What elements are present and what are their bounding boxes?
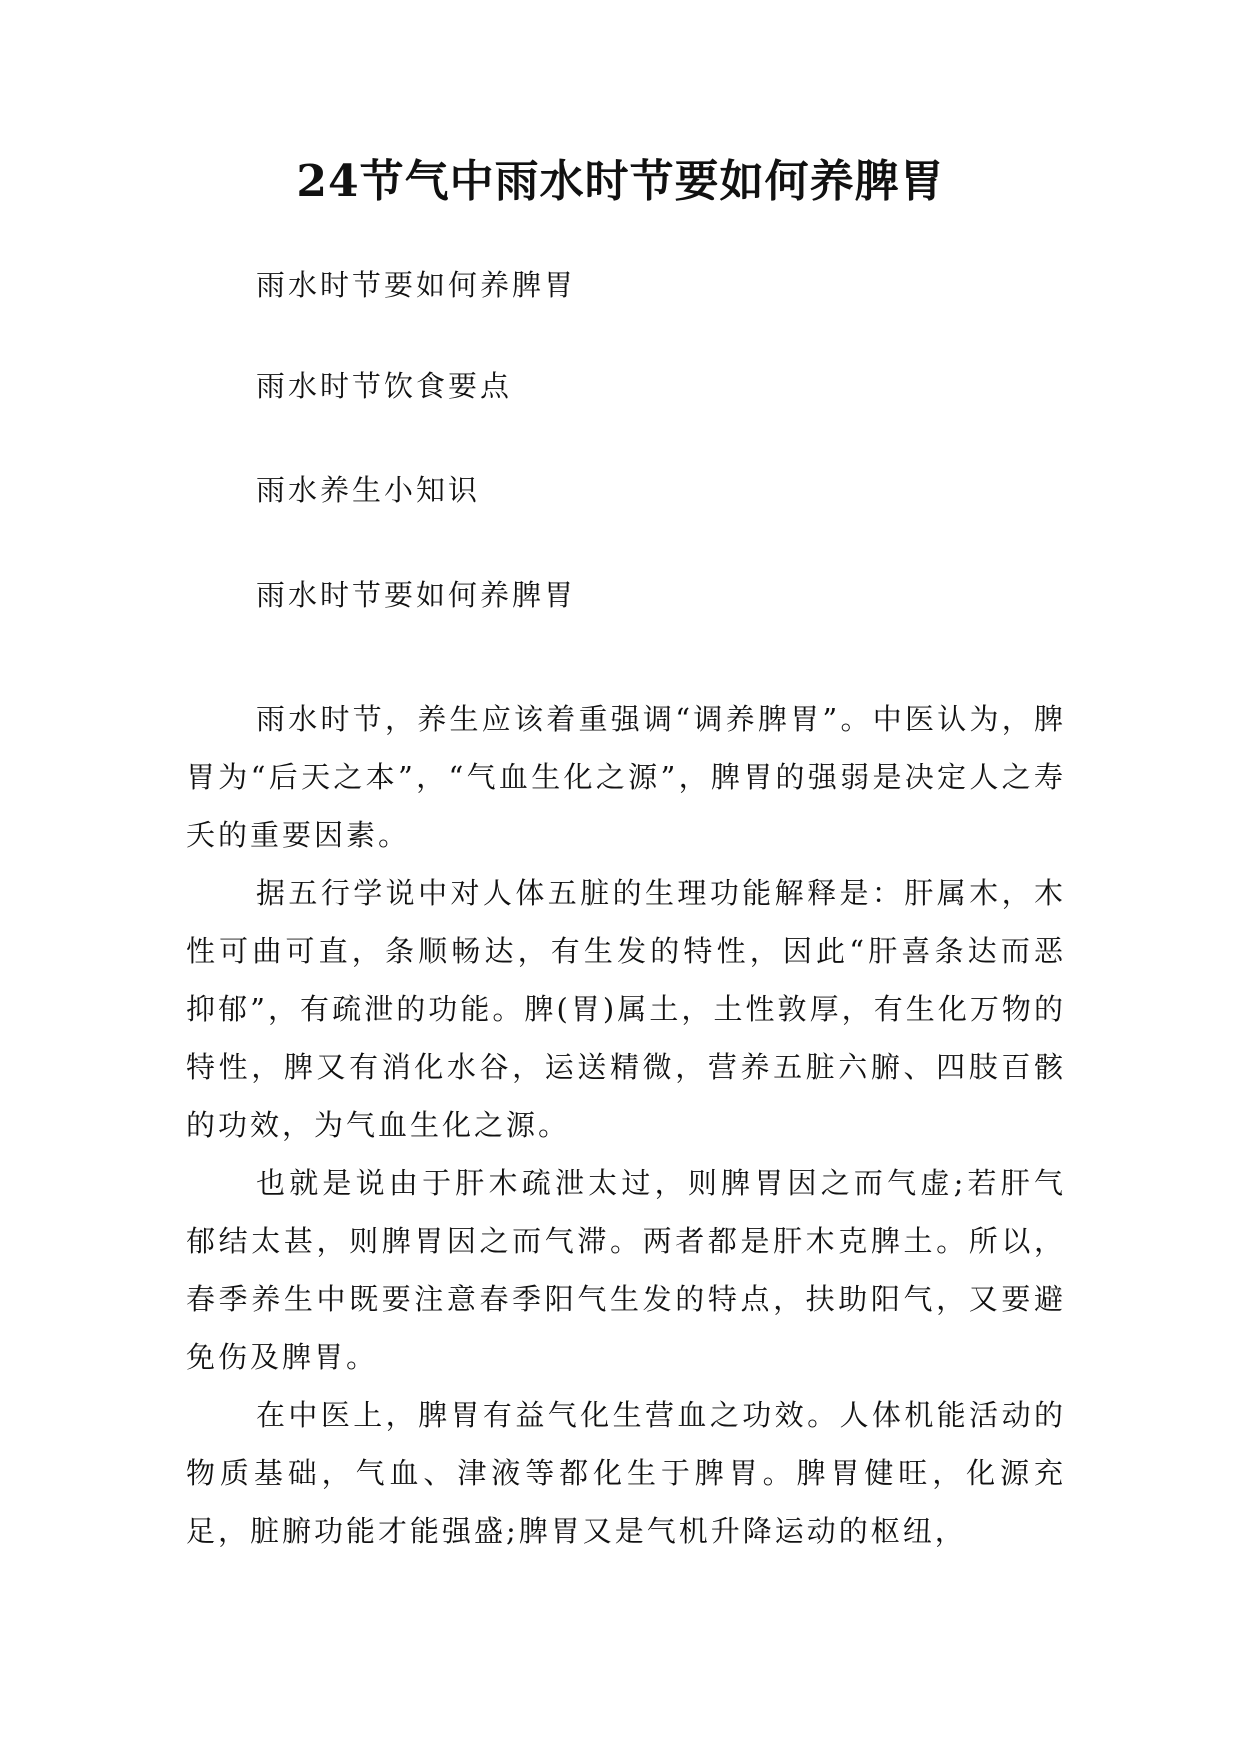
paragraph-1: 雨水时节，养生应该着重强调“调养脾胃”。中医认为，脾胃为“后天之本”，“气血生化之源”，脾胃的强弱是决定人之寿夭的重要因素。 bbox=[186, 702, 1066, 852]
document-title: 24节气中雨水时节要如何养脾胃 bbox=[296, 156, 945, 207]
paragraph-2: 据五行学说中对人体五脏的生理功能解释是：肝属木，木性可曲可直，条顺畅达，有生发的特性，因此“肝喜条达而恶抑郁”，有疏泄的功能。脾(胃)属土，土性敦厚，有生化万物的特性，脾又有消化水谷，运送精微，营养五脏六腑、四肢百骸的功效，为气血生化之源。 bbox=[186, 876, 1066, 1142]
toc-item-2: 雨水时节饮食要点 bbox=[256, 369, 513, 403]
paragraph-4: 在中医上，脾胃有益气化生营血之功效。人体机能活动的物质基础，气血、津液等都化生于脾胃。脾胃健旺，化源充足，脏腑功能才能强盛;脾胃又是气机升降运动的枢纽， bbox=[186, 1398, 1066, 1548]
body-text bbox=[186, 690, 1066, 1560]
toc-item-1: 雨水时节要如何养脾胃 bbox=[256, 268, 577, 302]
section-heading: 雨水时节要如何养脾胃 bbox=[256, 578, 577, 612]
toc-item-3: 雨水养生小知识 bbox=[256, 473, 481, 507]
paragraph-3: 也就是说由于肝木疏泄太过，则脾胃因之而气虚;若肝气郁结太甚，则脾胃因之而气滞。两者都是肝木克脾土。所以，春季养生中既要注意春季阳气生发的特点，扶助阳气，又要避免伤及脾胃。 bbox=[186, 1166, 1066, 1374]
